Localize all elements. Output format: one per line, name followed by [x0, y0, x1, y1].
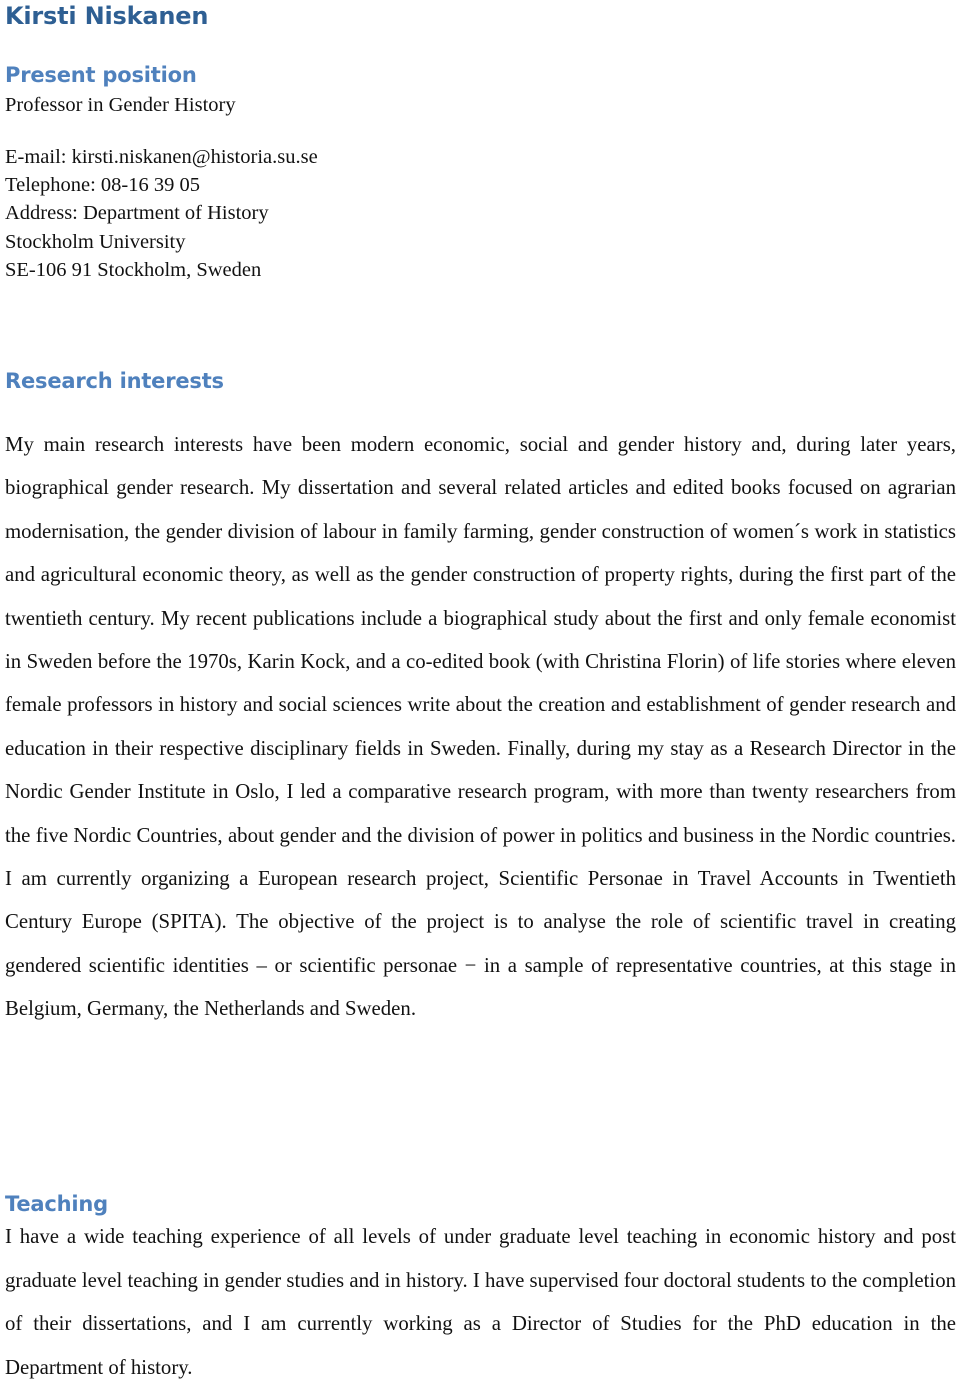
email-line: E-mail: kirsti.niskanen@historia.su.se: [5, 146, 318, 168]
address-line-2: Stockholm University: [5, 231, 186, 253]
present-position-heading: Present position: [5, 63, 197, 87]
teaching-text: I have a wide teaching experience of all levels of under graduate level teaching in economic history and post graduate level teaching in gender studies and in history. I have supervised four doctoral students to the completion of their dissertations, and I am currently working as a Director of Studies for the PhD education in the Department of history.: [5, 1225, 956, 1379]
teaching-heading: Teaching: [5, 1192, 108, 1216]
research-interests-heading: Research interests: [5, 369, 224, 393]
position-title: Professor in Gender History: [5, 94, 236, 116]
address-line-1: Address: Department of History: [5, 202, 269, 224]
research-interests-text: My main research interests have been modern economic, social and gender history and, during later years, biographical gender research. My dissertation and several related articles and edited books focused on agrarian modernisation, the gender division of labour in family farming, gender construction of women´s work in statistics and agricultural economic theory, as well as the gender construction of property rights, during the first part of the twentieth century. My recent publications include a biographical study about the first and only female economist in Sweden before the 1970s, Karin Kock, and a co-edited book (with Christina Florin) of life stories where eleven female professors in history and social sciences write about the creation and establishment of gender research and education in their respective disciplinary fields in Sweden. Finally, during my stay as a Research Director in the Nordic Gender Institute in Oslo, I led a comparative research program, with more than twenty researchers from the five Nordic Countries, about gender and the division of power in politics and business in the Nordic countries. I am currently organizing a European research project, Scientific Personae in Travel Accounts in Twentieth Century Europe (SPITA). The objective of the project is to analyse the role of scientific travel in creating gendered scientific identities – or scientific personae − in a sample of representative countries, at this stage in Belgium, Germany, the Netherlands and Sweden.: [5, 433, 956, 1021]
person-name: Kirsti Niskanen: [5, 2, 209, 30]
telephone-line: Telephone: 08-16 39 05: [5, 174, 200, 196]
address-line-3: SE-106 91 Stockholm, Sweden: [5, 259, 262, 281]
